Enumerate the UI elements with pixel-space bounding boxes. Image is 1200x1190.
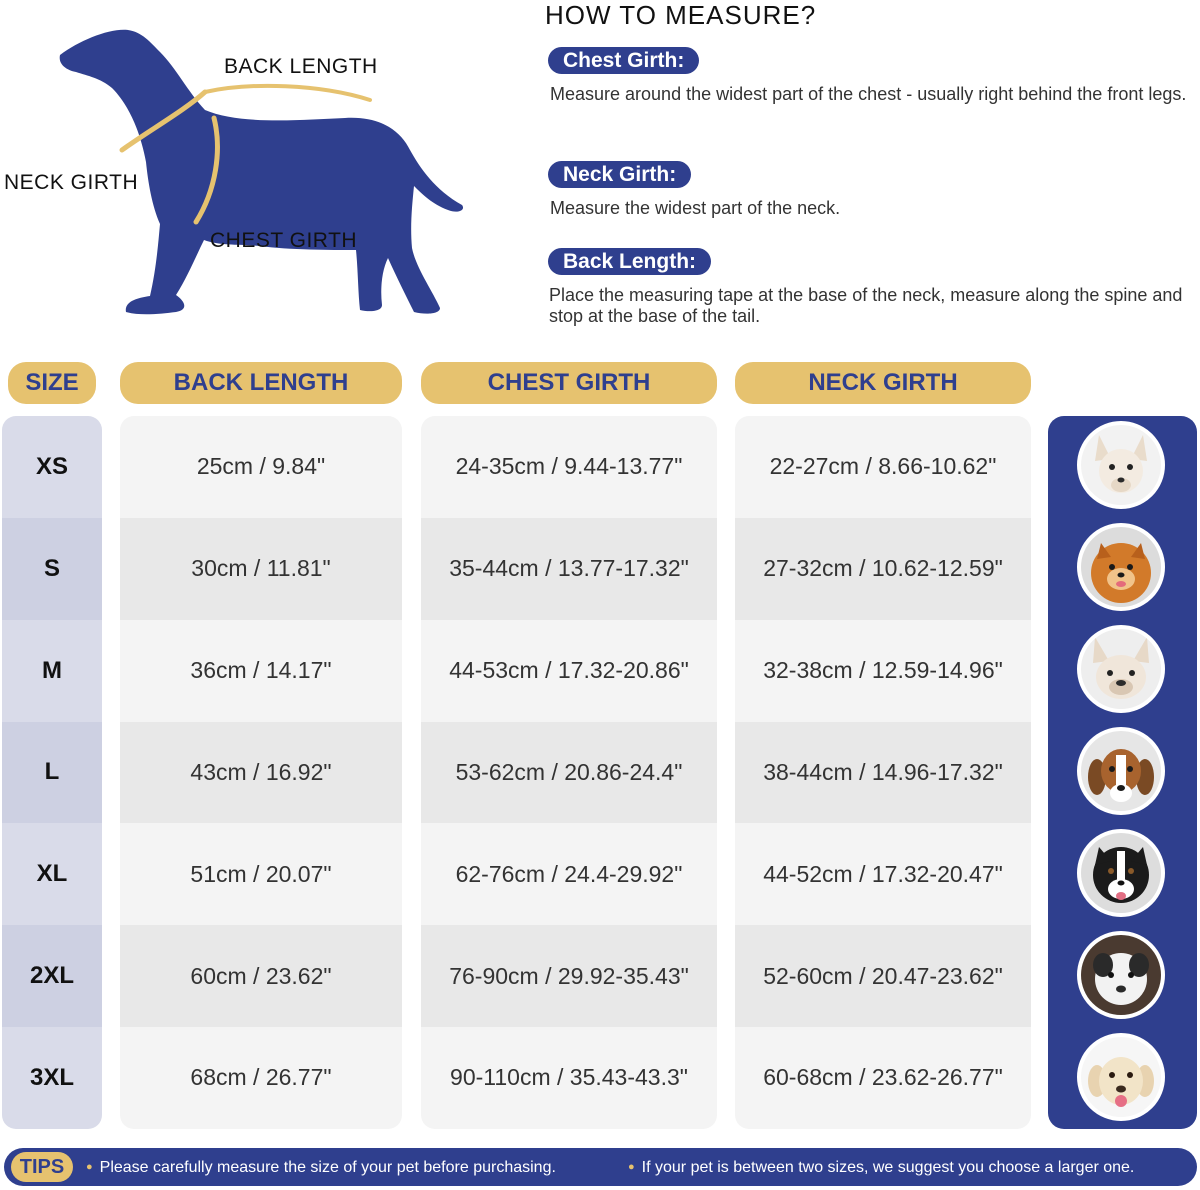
tips-bar	[4, 1148, 1197, 1186]
back-length-cell: 68cm / 26.77"	[120, 1027, 402, 1129]
chest-girth-cell: 62-76cm / 24.4-29.92"	[421, 823, 717, 925]
back-length-cell: 25cm / 9.84"	[120, 416, 402, 518]
border-collie-photo	[1077, 829, 1165, 917]
beagle-icon	[1081, 731, 1161, 811]
neck-girth-cell: 22-27cm / 8.66-10.62"	[735, 416, 1031, 518]
chest-girth-cell: 53-62cm / 20.86-24.4"	[421, 722, 717, 824]
back-length-column-header: BACK LENGTH	[120, 362, 402, 404]
dog-measurement-diagram	[0, 0, 520, 340]
how-to-measure-section	[545, 0, 1195, 326]
size-cell: S	[2, 518, 102, 620]
how-to-measure-title: HOW TO MEASURE?	[545, 0, 817, 30]
size-cell: L	[2, 722, 102, 824]
neck-girth-label: NECK GIRTH	[4, 171, 139, 194]
beagle-photo	[1077, 727, 1165, 815]
size-column	[2, 416, 102, 1129]
neck-girth-cell: 44-52cm / 17.32-20.47"	[735, 823, 1031, 925]
back-length-cell: 60cm / 23.62"	[120, 925, 402, 1027]
chest-girth-cell: 90-110cm / 35.43-43.3"	[421, 1027, 717, 1129]
chest-girth-pill: Chest Girth:	[548, 47, 699, 74]
size-cell: XS	[2, 416, 102, 518]
labrador-icon	[1081, 1037, 1161, 1117]
pit-bull-photo	[1077, 931, 1165, 1019]
pit-bull-icon	[1081, 935, 1161, 1015]
neck-girth-cell: 60-68cm / 23.62-26.77"	[735, 1027, 1031, 1129]
dog-silhouette-icon	[0, 0, 520, 340]
neck-girth-cell: 27-32cm / 10.62-12.59"	[735, 518, 1031, 620]
border-collie-icon	[1081, 833, 1161, 913]
back-length-cell: 30cm / 11.81"	[120, 518, 402, 620]
tips-badge: TIPS	[11, 1152, 73, 1182]
size-column-header: SIZE	[8, 362, 96, 404]
back-length-cell: 43cm / 16.92"	[120, 722, 402, 824]
chest-girth-cell: 35-44cm / 13.77-17.32"	[421, 518, 717, 620]
back-length-label: BACK LENGTH	[224, 55, 378, 78]
chest-girth-cell: 44-53cm / 17.32-20.86"	[421, 620, 717, 722]
size-cell: 2XL	[2, 925, 102, 1027]
back-length-column	[120, 416, 402, 1129]
neck-girth-cell: 38-44cm / 14.96-17.32"	[735, 722, 1031, 824]
neck-girth-cell: 32-38cm / 12.59-14.96"	[735, 620, 1031, 722]
chest-girth-label: CHEST GIRTH	[210, 229, 358, 252]
size-cell: XL	[2, 823, 102, 925]
size-cell: M	[2, 620, 102, 722]
size-cell: 3XL	[2, 1027, 102, 1129]
back-length-cell: 51cm / 20.07"	[120, 823, 402, 925]
neck-girth-pill: Neck Girth:	[548, 161, 691, 188]
french-bulldog-icon	[1081, 629, 1161, 709]
neck-girth-description: Measure the widest part of the neck.	[550, 198, 841, 218]
french-bulldog-photo	[1077, 625, 1165, 713]
chest-girth-description: Measure around the widest part of the chest - usually right behind the front legs.	[550, 84, 1187, 104]
pomeranian-photo	[1077, 523, 1165, 611]
dog-breed-photo-column	[1048, 416, 1197, 1129]
chest-girth-column	[421, 416, 717, 1129]
back-length-description: Place the measuring tape at the base of the neck, measure along the spine and stop at the base of the tail.	[549, 285, 1183, 326]
neck-girth-cell: 52-60cm / 20.47-23.62"	[735, 925, 1031, 1027]
chest-girth-column-header: CHEST GIRTH	[421, 362, 717, 404]
tip-choose-larger-size: ● If your pet is between two sizes, we suggest you choose a larger one.	[628, 1148, 1134, 1186]
labrador-photo	[1077, 1033, 1165, 1121]
chihuahua-photo	[1077, 421, 1165, 509]
pomeranian-icon	[1081, 527, 1161, 607]
chest-girth-cell: 24-35cm / 9.44-13.77"	[421, 416, 717, 518]
back-length-cell: 36cm / 14.17"	[120, 620, 402, 722]
chihuahua-icon	[1081, 425, 1161, 505]
back-length-pill: Back Length:	[548, 248, 711, 275]
neck-girth-column	[735, 416, 1031, 1129]
chest-girth-cell: 76-90cm / 29.92-35.43"	[421, 925, 717, 1027]
neck-girth-column-header: NECK GIRTH	[735, 362, 1031, 404]
tip-measure-before-purchase: ● Please carefully measure the size of your pet before purchasing.	[86, 1148, 556, 1186]
